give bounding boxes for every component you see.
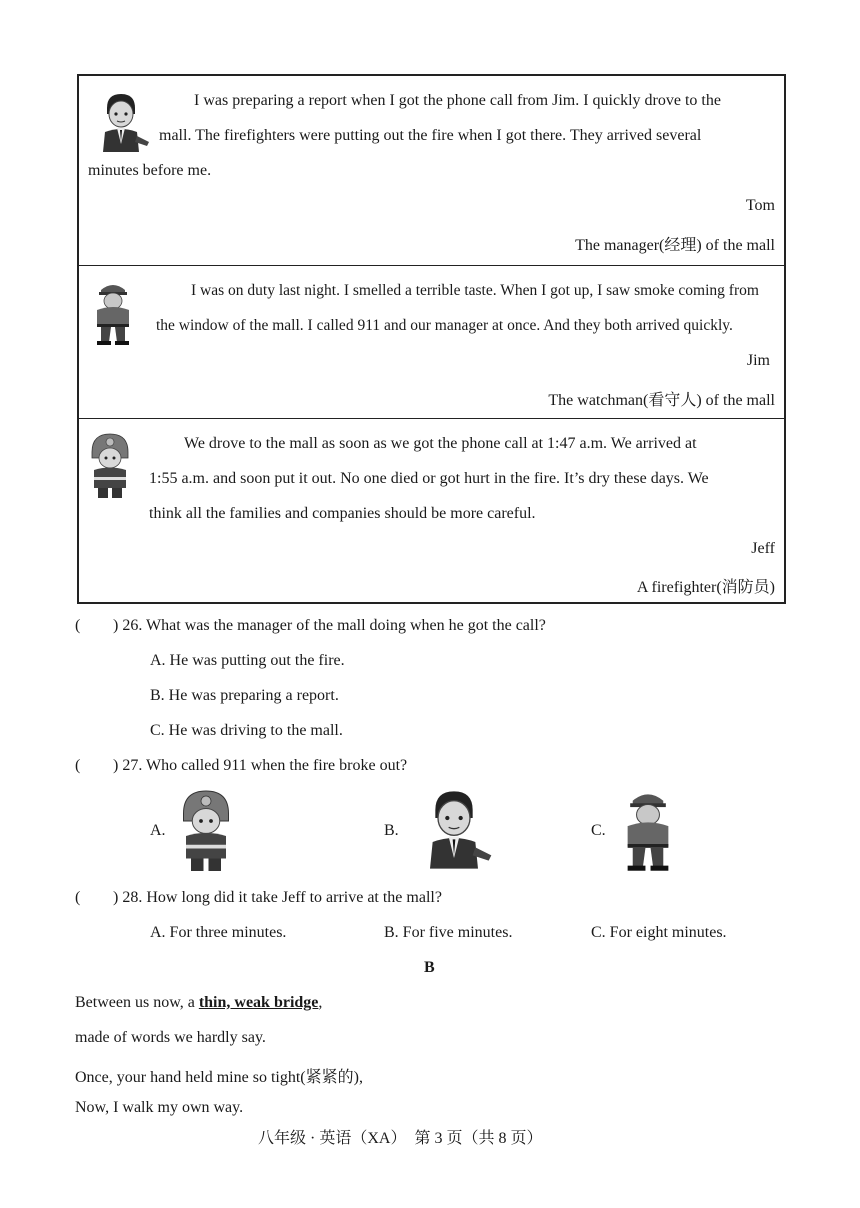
section-b-heading: B — [424, 959, 435, 976]
watchman-name: Jim — [746, 352, 770, 369]
watchman-illustration — [91, 280, 135, 351]
q27-stem: ) 27. Who called 911 when the fire broke out? — [113, 757, 408, 774]
q27-option-b-label[interactable]: B. — [384, 822, 399, 839]
manager-role: The manager(经理) of the mall — [575, 237, 775, 254]
poem-line-1-suffix: , — [318, 994, 323, 1011]
manager-illustration — [91, 92, 151, 159]
reading-box — [77, 74, 786, 604]
divider — [79, 265, 784, 266]
q27-option-b-manager-image[interactable] — [414, 788, 494, 877]
poem-line-1 — [75, 994, 322, 1012]
manager-name: Tom — [745, 197, 775, 214]
firefighter-text-line-2: 1:55 a.m. and soon put it out. No one died or got hurt in the fire. It’s dry these days. We — [149, 470, 709, 487]
watchman-text-line-2: the window of the mall. I called 911 and our manager at once. And they both arrived quickly. — [156, 317, 733, 334]
manager-text-line-3: minutes before me. — [88, 162, 212, 179]
q28-stem: ) 28. How long did it take Jeff to arrive at the mall? — [113, 889, 442, 906]
firefighter-illustration — [86, 432, 134, 505]
poem-line-3: Once, your hand held mine so tight(紧紧的), — [75, 1069, 363, 1086]
firefighter-role: A firefighter(消防员) — [636, 579, 775, 596]
watchman-text-line-1: I was on duty last night. I smelled a terrible taste. When I got up, I saw smoke coming from — [191, 282, 759, 299]
poem-emphasis: thin, weak bridge — [198, 994, 319, 1011]
q27-bracket[interactable]: ( — [75, 757, 81, 774]
manager-text-line-2: mall. The firefighters were putting out the fire when I got there. They arrived several — [159, 127, 702, 144]
poem-line-2: made of words we hardly say. — [75, 1029, 266, 1046]
firefighter-text-line-3: think all the families and companies should be more careful. — [149, 505, 536, 522]
q26-bracket[interactable]: ( — [75, 617, 81, 634]
watchman-role: The watchman(看守人) of the mall — [548, 392, 775, 409]
page-footer: 八年级 · 英语（XA） 第 3 页（共 8 页） — [258, 1130, 543, 1147]
q27-option-a-label[interactable]: A. — [150, 822, 166, 839]
firefighter-name: Jeff — [751, 540, 775, 557]
q28-option-b[interactable]: B. For five minutes. — [384, 924, 513, 941]
poem-line-1-prefix: Between us now, a — [75, 994, 199, 1011]
q26-option-c[interactable]: C. He was driving to the mall. — [150, 722, 343, 739]
q26-option-a[interactable]: A. He was putting out the fire. — [150, 652, 345, 669]
q27-option-a-firefighter-image[interactable] — [176, 788, 236, 879]
q27-option-c-label[interactable]: C. — [591, 822, 606, 839]
manager-text-line-1: I was preparing a report when I got the phone call from Jim. I quickly drove to the — [194, 92, 721, 109]
q28-option-c[interactable]: C. For eight minutes. — [591, 924, 727, 941]
q26-stem: ) 26. What was the manager of the mall doing when he got the call? — [113, 617, 546, 634]
poem-line-4: Now, I walk my own way. — [75, 1099, 244, 1116]
firefighter-text-line-1: We drove to the mall as soon as we got the phone call at 1:47 a.m. We arrived at — [184, 435, 697, 452]
divider — [79, 418, 784, 419]
q26-option-b[interactable]: B. He was preparing a report. — [150, 687, 339, 704]
q28-option-a[interactable]: A. For three minutes. — [150, 924, 287, 941]
q27-option-c-watchman-image[interactable] — [620, 788, 676, 877]
q28-bracket[interactable]: ( — [75, 889, 81, 906]
